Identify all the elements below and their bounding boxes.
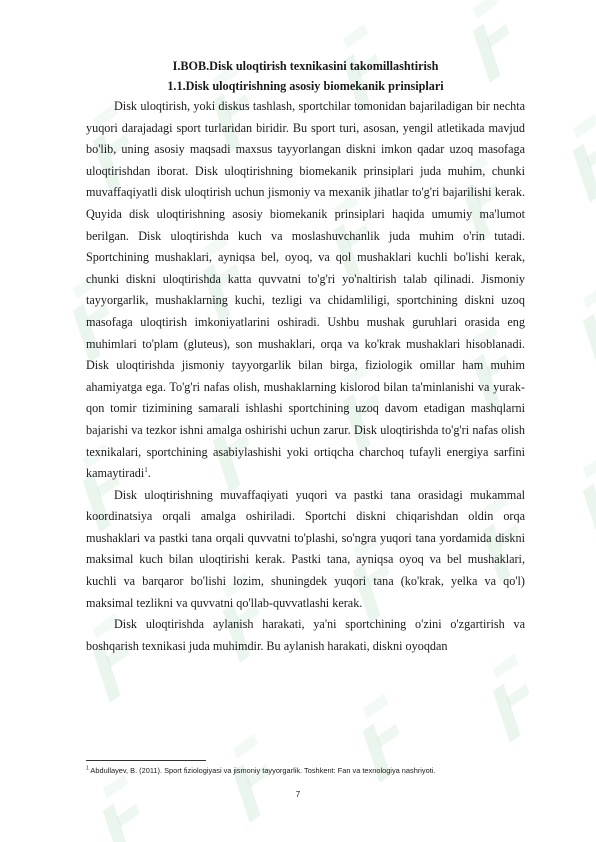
footnote-separator	[86, 760, 206, 761]
watermark-mark	[560, 284, 596, 373]
footnote	[86, 766, 526, 776]
paragraph-1-trailing: .	[147, 466, 151, 481]
watermark-mark	[470, 654, 555, 743]
page-number: 7	[295, 790, 301, 799]
paragraph-2: Disk uloqtirishning muvaffaqiyati yuqori va pastki tana orasidagi mukammal koordinatsiya orqali amalga oshiriladi. Sportchi diskni chiqarishdan oldin orqa mushaklari va pastki tana orqali quvvatni to'plashi, so'ngra yuqori tana yordamida diskni maksimal kuch bilan uloqtirishi kerak. Pastki tana, ayniqsa oyoq va bel mushaklari, kuchli va barqaror bo'lishi lozim, shuningdek yuqori tana (ko'krak, yelka va qo'l) maksimal tezlikni va quvvatni qo'llab-quvvatlashi kerak.	[86, 487, 525, 610]
watermark-mark	[560, 454, 596, 543]
paragraph-1-text: Disk uloqtirish, yoki diskus tashlash, sportchilar tomonidan bajariladigan bir nechta yuqori darajadagi sport turlaridan biridir. Bu sport turi, asosan, yengil atletikada mavjud bo'lib, uning asosiy maqsadi maxsus tayyorlangan diskni imkon qadar uzoq masofaga uloqtirishdan iborat. Disk uloqtirishning biomekanik prinsiplari juda muhim, chunki muvaffaqiyatli disk uloqtirish uchun jismoniy va mexanik jihatlar to'g'ri bajarilishi kerak. Quyida disk uloqtirishning asosiy biomekanik prinsiplari haqida umumiy ma'lumot berilgan. Disk uloqtirishda kuch va moslashuvchanlik juda muhim o'rin tutadi. Sportchining mushaklari, ayniqsa bel, oyoq, va qol mushaklari kuchli bo'lishi kerak, chunki diskni uloqtirishda katta quvvatni to'g'ri yo'naltirish talab qilinadi. Jismoniy tayyorgarlik, mushaklarning kuchi, tezligi va chidamliligi, sportchining diskni uzoq masofaga uloqtirish imkoniyatlarini oshiradi. Ushbu mushak guruhlari orasida eng muhimlari to'plam (gluteus), son mushaklari, orqa va ko'krak mushaklari hisoblanadi. Disk uloqtirishda jismoniy tayyorgarlik bilan birga, fiziologik omillar ham muhim ahamiyatga ega. To'g'ri nafas olish, mushaklarning kislorod bilan ta'minlanishi va yurak-qon tomir tizimining samarali ishlashi sportchining uzoq davom etadigan mashqlarni bajarishi va tezkor ishni amalga oshirishi uchun zarur. Disk uloqtirishda to'g'ri nafas olish texnikalari, sportchining asabiylashishi yoki ortiqcha charchoq tufayli energiya sarfini kamaytiradi	[86, 99, 525, 481]
footnote-mark: 1	[86, 765, 89, 772]
watermark-mark	[210, 734, 295, 823]
footnote-text: Abdullayev, B. (2011). Sport fiziologiyasi va jismoniy tayyorgarlik. Toshkent: Fan va texnologiya nashriyoti.	[88, 766, 436, 775]
paragraph-1	[86, 96, 525, 485]
chapter-title: I.BOB.Disk uloqtirish texnikasini takomillashtirish	[172, 59, 439, 73]
paragraph-3: Disk uloqtirishda aylanish harakati, ya'ni sportchining o'zini o'zgartirish va boshqarish texnikasi juda muhimdir. Bu aylanish harakati, diskni oyoqdan	[86, 617, 525, 653]
watermark-mark	[80, 774, 165, 842]
watermark-mark	[550, 114, 596, 203]
section-title: 1.1.Disk uloqtirishning asosiy biomekanik prinsiplari	[167, 79, 444, 93]
footnote-reference[interactable]: 1	[144, 466, 148, 475]
body-text	[86, 56, 525, 657]
